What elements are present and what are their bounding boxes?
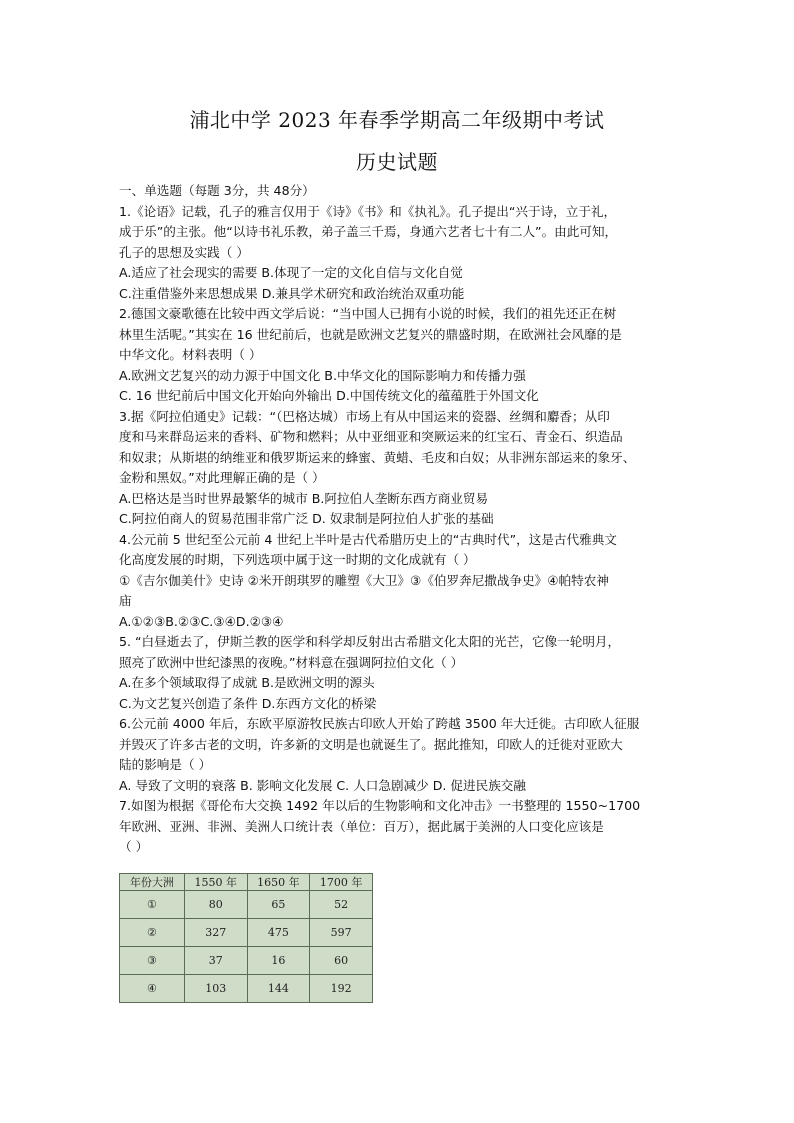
table-cell: 60 bbox=[310, 947, 373, 975]
table-header-1700: 1700 年 bbox=[310, 874, 373, 891]
text-line: A. 导致了文明的衰落 B. 影响文化发展 C. 人口急剧减少 D. 促进民族交融 bbox=[119, 777, 526, 793]
text-line: ①《吉尔伽美什》史诗 ②米开朗琪罗的雕塑《大卫》③《伯罗奔尼撒战争史》④帕特农神 bbox=[119, 572, 609, 588]
exam-subject: 历史试题 bbox=[356, 150, 438, 174]
text-line: 并毁灭了许多古老的文明，许多新的文明是也就诞生了。据此推知，印欧人的迁徙对亚欧大 bbox=[119, 736, 623, 752]
text-line: C.阿拉伯商人的贸易范围非常广泛 D. 奴隶制是阿拉伯人扩张的基础 bbox=[119, 511, 494, 526]
table-cell: 52 bbox=[310, 891, 373, 919]
table-cell: 65 bbox=[247, 891, 310, 919]
table-row bbox=[120, 947, 373, 975]
text-line: 金粉和黑奴。”对此理解正确的是（ ） bbox=[119, 470, 325, 485]
text-line: 化高度发展的时期，下列选项中属于这一时期的文化成就有（ ） bbox=[119, 552, 476, 567]
table-cell: 16 bbox=[247, 947, 310, 975]
text-line: 1.《论语》记载，孔子的雅言仅用于《诗》《书》和《执礼》。孔子提出“兴于诗，立于礼， bbox=[119, 203, 617, 219]
question-text bbox=[119, 181, 685, 858]
table-cell: 192 bbox=[310, 975, 373, 1003]
text-line: 和奴隶；从斯堪的纳维亚和俄罗斯运来的蜂蜜、黄蜡、毛皮和白奴；从非洲东部运来的象牙、 bbox=[119, 449, 636, 465]
text-line: 孔子的思想及实践（ ） bbox=[119, 244, 249, 260]
table-corner-cell: 年份大洲 bbox=[120, 874, 185, 891]
text-line: A.巴格达是当时世界最繁华的城市 B.阿拉伯人垄断东西方商业贸易 bbox=[119, 490, 489, 506]
text-line: A.在多个领域取得了成就 B.是欧洲文明的源头 bbox=[119, 675, 375, 690]
row-label: ③ bbox=[120, 947, 185, 975]
text-line: 陆的影响是（ ） bbox=[119, 757, 212, 772]
text-line: 4.公元前 5 世纪至公元前 4 世纪上半叶是古代希腊历史上的“古典时代”，这是古代雅典文 bbox=[119, 531, 617, 547]
text-line: 庙 bbox=[119, 593, 132, 608]
table-row bbox=[120, 975, 373, 1003]
row-label: ② bbox=[120, 919, 185, 947]
table-cell: 80 bbox=[184, 891, 247, 919]
text-line: 6.公元前 4000 年后，东欧平原游牧民族古印欧人开始了跨越 3500 年大迁徙。古印欧人征服 bbox=[119, 716, 640, 731]
table-cell: 597 bbox=[310, 919, 373, 947]
table-row bbox=[120, 891, 373, 919]
text-line: （ ） bbox=[119, 839, 149, 854]
text-line: 度和马来群岛运来的香料、矿物和燃料；从中亚细亚和突厥运来的红宝石、青金石、织造品 bbox=[119, 429, 623, 444]
table-header-1650: 1650 年 bbox=[247, 874, 310, 891]
text-line: C. 16 世纪前后中国文化开始向外输出 D.中国传统文化的蕴蕴胜于外国文化 bbox=[119, 388, 539, 403]
text-line: 5. “白昼逝去了，伊斯兰教的医学和科学却反射出古希腊文化太阳的光芒，它像一轮明月， bbox=[119, 634, 621, 649]
table-header-1550: 1550 年 bbox=[184, 874, 247, 891]
text-line: C.为文艺复兴创造了条件 D.东西方文化的桥梁 bbox=[119, 695, 377, 711]
table-cell: 144 bbox=[247, 975, 310, 1003]
row-label: ④ bbox=[120, 975, 185, 1003]
table-header-row bbox=[120, 874, 373, 891]
table-cell: 37 bbox=[184, 947, 247, 975]
table-row bbox=[120, 919, 373, 947]
text-line: 2.德国文豪歌德在比较中西文学后说：“当中国人已拥有小说的时候，我们的祖先还正在树 bbox=[119, 306, 617, 321]
table-cell: 103 bbox=[184, 975, 247, 1003]
row-label: ① bbox=[120, 891, 185, 919]
table-cell: 327 bbox=[184, 919, 247, 947]
text-line: 照亮了欧洲中世纪漆黑的夜晚。”材料意在强调阿拉伯文化（ ） bbox=[119, 654, 464, 670]
text-line: 7.如图为根据《哥伦布大交换 1492 年以后的生物影响和文化冲击》一书整理的 1550~1700 bbox=[119, 798, 641, 813]
population-table bbox=[119, 873, 373, 1003]
text-line: 成于乐”的主张。他“以诗书礼乐教，弟子盖三千焉，身通六艺者七十有二人”。由此可知， bbox=[119, 224, 618, 239]
text-line: 年欧洲、亚洲、非洲、美洲人口统计表（单位：百万），据此属于美洲的人口变化应该是 bbox=[119, 818, 604, 834]
text-line: 3.据《阿拉伯通史》记载：“（巴格达城）市场上有从中国运来的瓷器、丝绸和麝香；从印 bbox=[119, 408, 610, 424]
exam-title: 浦北中学 2023 年春季学期高二年级期中考试 bbox=[189, 108, 605, 132]
text-line: A.适应了社会现实的需要 B.体现了一定的文化自信与文化自觉 bbox=[119, 265, 463, 280]
text-line: 林里生活呢。”其实在 16 世纪前后，也就是欧洲文艺复兴的鼎盛时期，在欧洲社会风靡的是 bbox=[119, 326, 622, 342]
text-line: 中华文化。材料表明（ ） bbox=[119, 347, 262, 362]
table-cell: 475 bbox=[247, 919, 310, 947]
text-line: A.欧洲文艺复兴的动力源于中国文化 B.中华文化的国际影响力和传播力强 bbox=[119, 367, 526, 383]
text-line: C.注重借鉴外来思想成果 D.兼具学术研究和政治统治双重功能 bbox=[119, 285, 465, 301]
text-line: A.①②③B.②③C.③④D.②③④ bbox=[119, 613, 284, 629]
text-line: 一、单选题（每题 3分，共 48分） bbox=[119, 183, 315, 198]
